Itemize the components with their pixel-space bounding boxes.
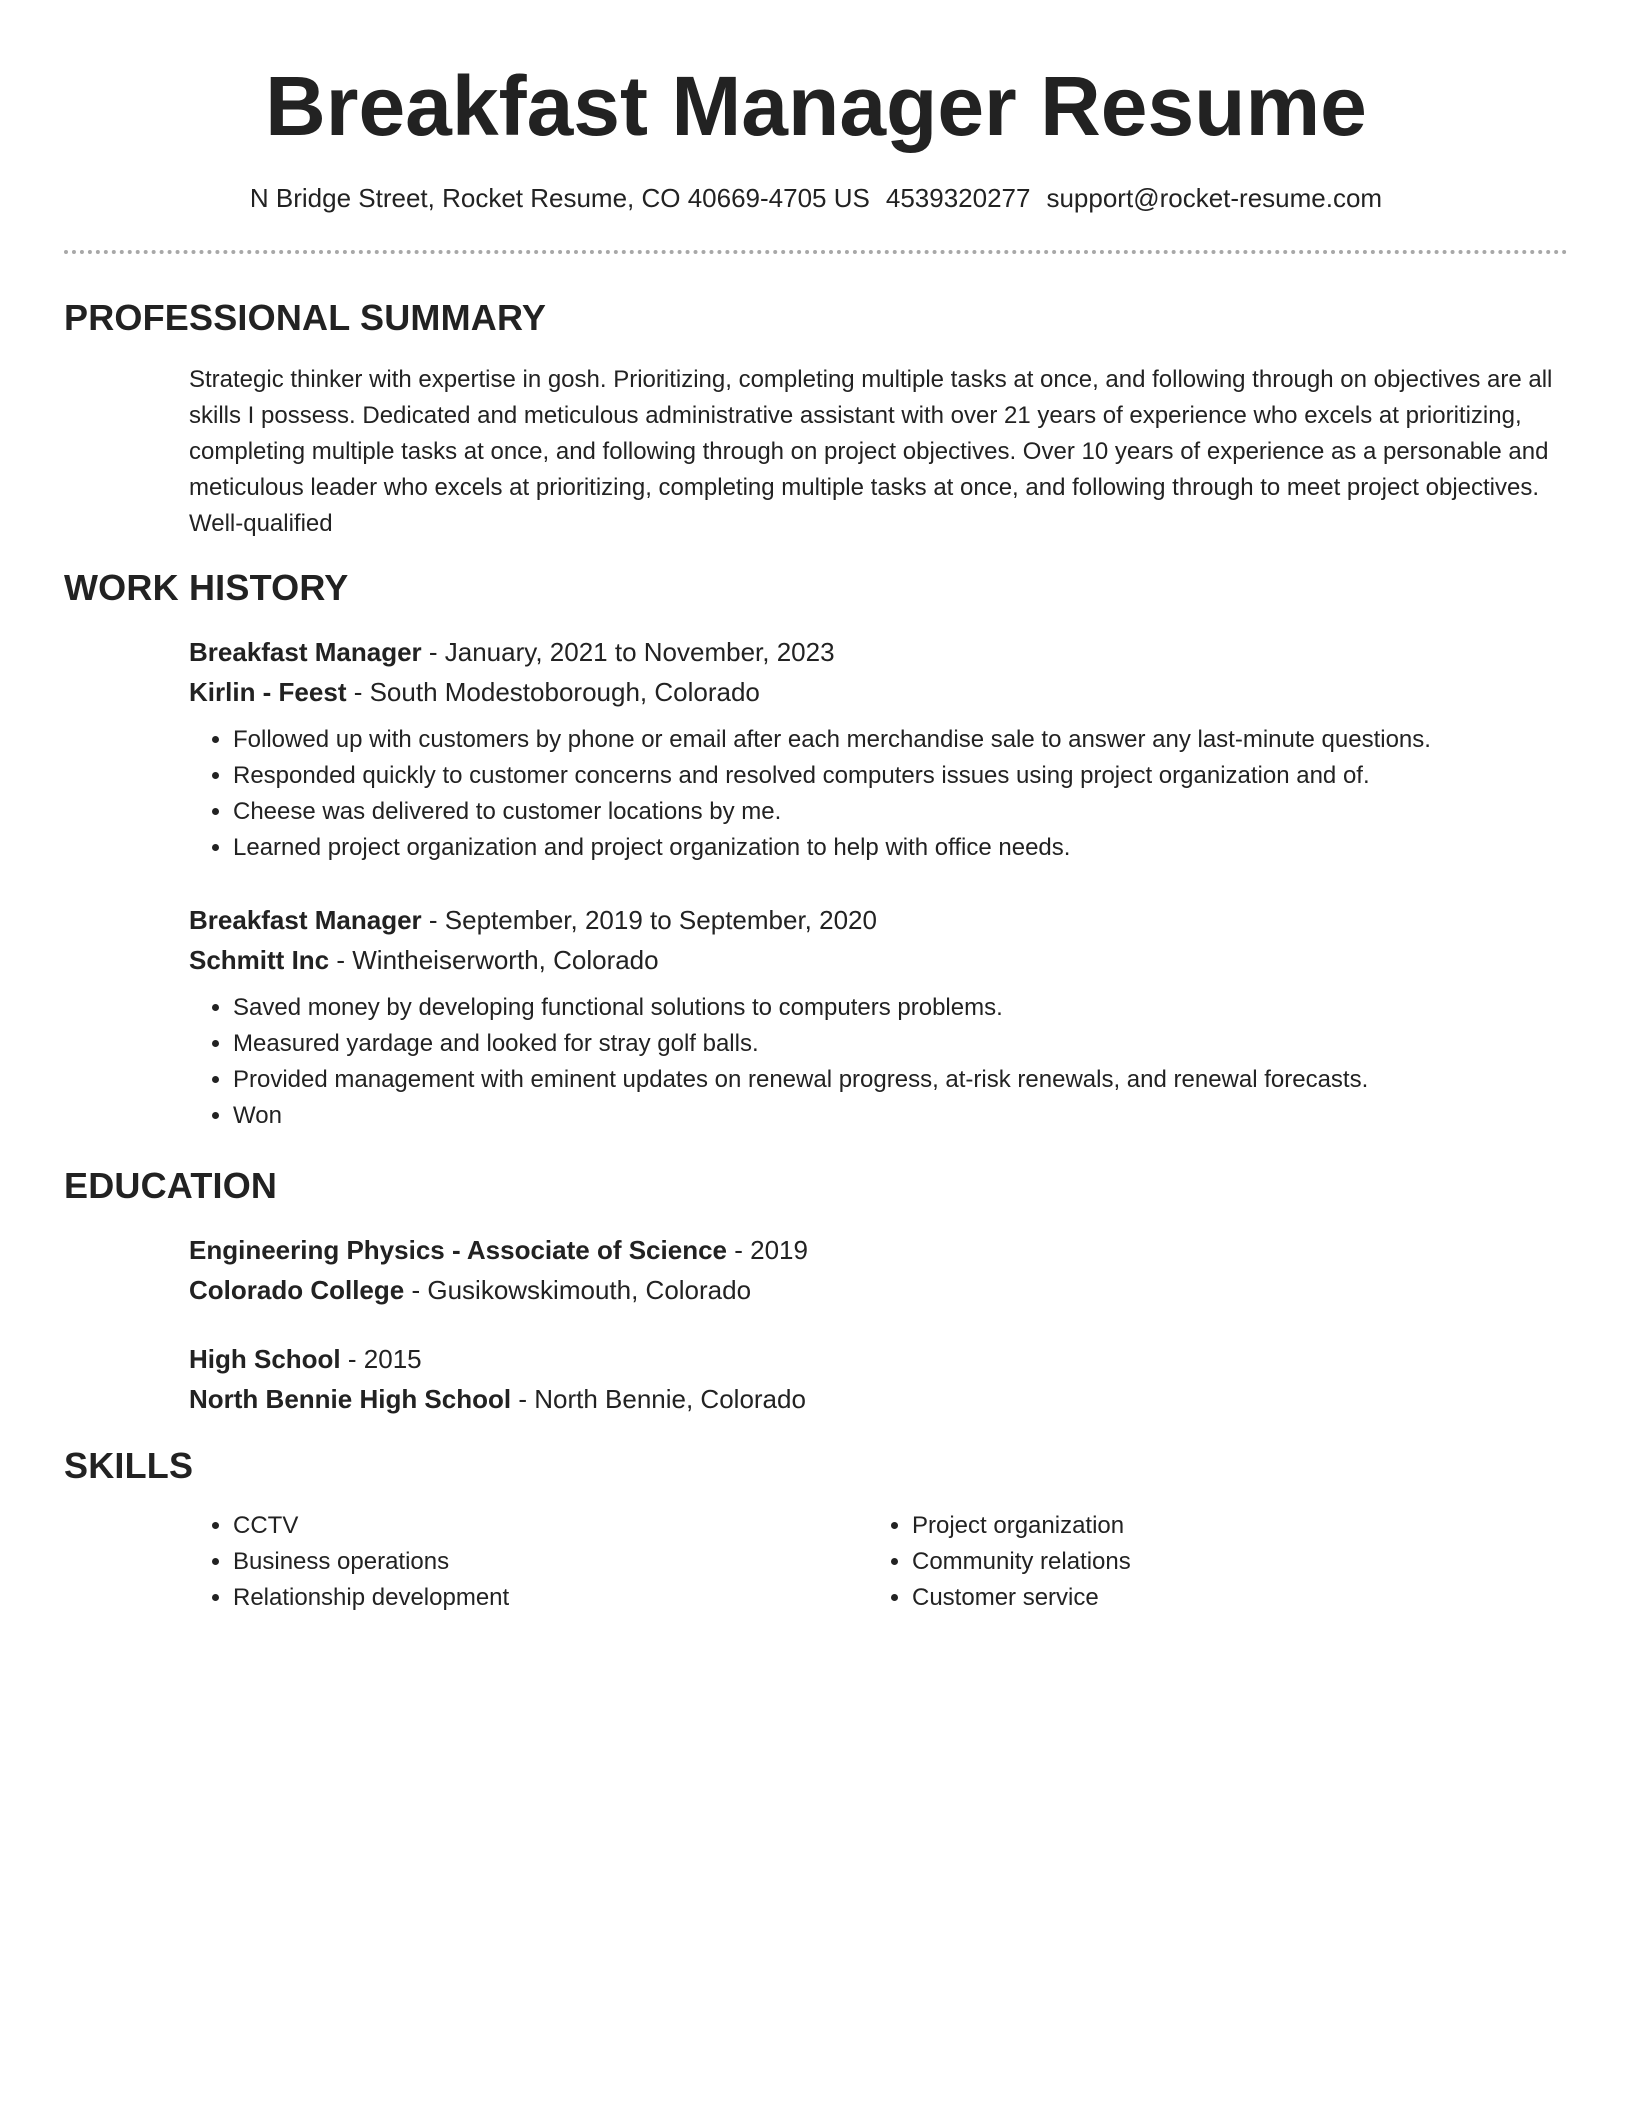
job-dates: September, 2019 to September, 2020 bbox=[444, 905, 877, 935]
education-entry bbox=[189, 1339, 1559, 1419]
school: Colorado College bbox=[189, 1275, 405, 1305]
school-location: North Bennie, Colorado bbox=[534, 1384, 806, 1414]
skills-column-right bbox=[868, 1508, 1508, 1616]
work-history-heading: WORK HISTORY bbox=[64, 567, 349, 608]
job-company-line: Schmitt Inc - Wintheiserworth, Colorado bbox=[189, 945, 659, 975]
list-item: • Responded quickly to customer concerns and resolved computers issues using project organization and of. bbox=[233, 758, 1559, 794]
school-line: North Bennie High School - North Bennie, Colorado bbox=[189, 1384, 806, 1414]
job-entry bbox=[189, 900, 1559, 1134]
list-item: • Project organization bbox=[912, 1508, 1508, 1544]
school-location: Gusikowskimouth, Colorado bbox=[427, 1275, 752, 1305]
education-heading: EDUCATION bbox=[64, 1165, 278, 1206]
skills-list-left bbox=[189, 1508, 829, 1616]
address: N Bridge Street, Rocket Resume, CO 40669-4705 US bbox=[249, 183, 870, 213]
job-bullets bbox=[189, 990, 1559, 1134]
degree-line: High School - 2015 bbox=[189, 1344, 422, 1374]
header-divider bbox=[64, 250, 1568, 254]
contact-line bbox=[0, 180, 1632, 216]
job-company: Schmitt Inc bbox=[189, 945, 330, 975]
job-role: Breakfast Manager bbox=[189, 905, 422, 935]
list-item: • Business operations bbox=[233, 1544, 829, 1580]
list-item: • CCTV bbox=[233, 1508, 829, 1544]
skills-list-right bbox=[868, 1508, 1508, 1616]
job-dates: January, 2021 to November, 2023 bbox=[444, 637, 835, 667]
summary-heading: PROFESSIONAL SUMMARY bbox=[64, 297, 547, 338]
degree-line: Engineering Physics - Associate of Science - 2019 bbox=[189, 1235, 808, 1265]
list-item: • Community relations bbox=[912, 1544, 1508, 1580]
list-item: • Saved money by developing functional solutions to computers problems. bbox=[233, 990, 1559, 1026]
degree: High School bbox=[189, 1344, 341, 1374]
list-item: • Customer service bbox=[912, 1580, 1508, 1616]
resume-title: Breakfast Manager Resume bbox=[265, 59, 1367, 153]
job-location: South Modestoborough, Colorado bbox=[369, 677, 760, 707]
list-item: • Measured yardage and looked for stray golf balls. bbox=[233, 1026, 1559, 1062]
school-line: Colorado College - Gusikowskimouth, Colorado bbox=[189, 1275, 752, 1305]
job-title-line: Breakfast Manager - January, 2021 to November, 2023 bbox=[189, 637, 835, 667]
job-entry bbox=[189, 632, 1559, 866]
job-company: Kirlin - Feest bbox=[189, 677, 347, 707]
list-item: • Followed up with customers by phone or email after each merchandise sale to answer any last-minute questions. bbox=[233, 722, 1559, 758]
job-bullets bbox=[189, 722, 1559, 866]
skills-heading: SKILLS bbox=[64, 1445, 194, 1486]
phone: 4539320277 bbox=[885, 183, 1031, 213]
list-item: • Provided management with eminent updates on renewal progress, at-risk renewals, and renewal forecasts. bbox=[233, 1062, 1559, 1098]
job-role: Breakfast Manager bbox=[189, 637, 422, 667]
skills-column-left bbox=[189, 1508, 829, 1616]
degree-year: 2015 bbox=[363, 1344, 422, 1374]
email: support@rocket-resume.com bbox=[1046, 183, 1383, 213]
skills-section bbox=[189, 1508, 1559, 1628]
job-title-line: Breakfast Manager - September, 2019 to September, 2020 bbox=[189, 905, 877, 935]
list-item: • Cheese was delivered to customer locations by me. bbox=[233, 794, 1559, 830]
degree: Engineering Physics - Associate of Science bbox=[189, 1235, 728, 1265]
summary-text: Strategic thinker with expertise in gosh. Prioritizing, completing multiple tasks at once, and following through on objectives are all skills I possess. Dedicated and meticulous administrative assistant with over 21 years of experience who excels at prioritizing, completing multiple tasks at once, and following through on project objectives. Over 10 years of experience as a personable and meticulous leader who excels at prioritizing, completing multiple tasks at once, and following through to meet project objectives. Well-qualified bbox=[189, 366, 1553, 537]
education-entry bbox=[189, 1230, 1559, 1310]
job-company-line: Kirlin - Feest - South Modestoborough, Colorado bbox=[189, 677, 760, 707]
list-item: • Relationship development bbox=[233, 1580, 829, 1616]
job-location: Wintheiserworth, Colorado bbox=[352, 945, 659, 975]
degree-year: 2019 bbox=[750, 1235, 808, 1265]
list-item: • Won bbox=[233, 1098, 1559, 1134]
list-item: • Learned project organization and project organization to help with office needs. bbox=[233, 830, 1559, 866]
summary-section bbox=[189, 362, 1559, 542]
school: North Bennie High School bbox=[189, 1384, 512, 1414]
